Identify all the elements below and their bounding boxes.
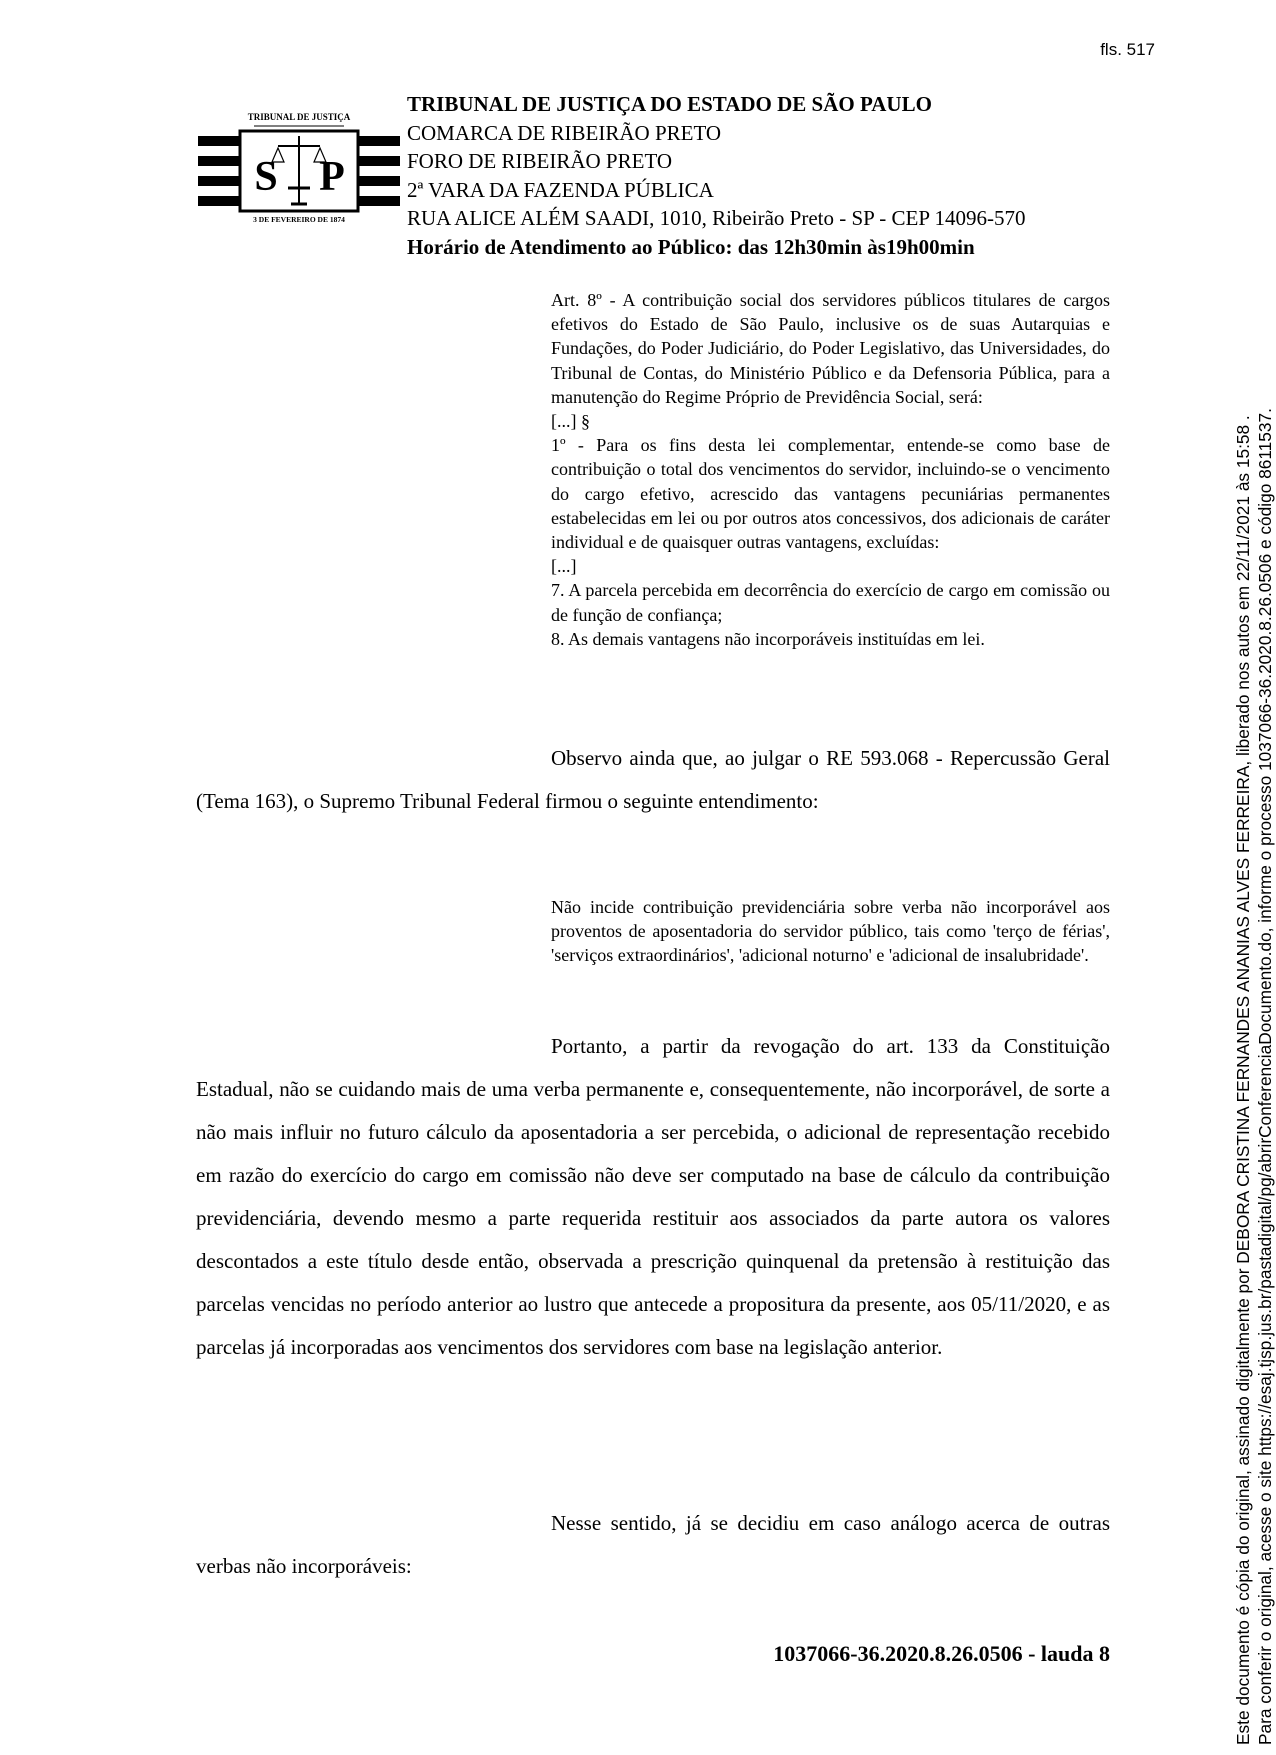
- quote-line: Art. 8º - A contribuição social dos servidores públicos titulares de cargos efetivos do Estado de São Paulo, inclusive os de suas Autarquias e Fundações, do Poder Judiciário, do Poder Legislativo, das Universidades, do Tribunal de Contas, do Ministério Público e da Defensoria Pública, para a manutenção do Regime Próprio de Previdência Social, será:: [551, 290, 1110, 407]
- paragraph-analogous-case: [196, 1502, 1110, 1588]
- paragraph-text: Observo ainda que, ao julgar o RE 593.068 - Repercussão Geral (Tema 163), o Supremo Tribunal Federal firmou o seguinte entendimento:: [196, 746, 1110, 813]
- quote-line: 7. A parcela percebida em decorrência do exercício de cargo em comissão ou de função de confiança;: [551, 580, 1110, 625]
- court-name: TRIBUNAL DE JUSTIÇA DO ESTADO DE SÃO PAULO: [407, 92, 932, 116]
- legal-quote-tema163: [551, 895, 1110, 968]
- service-hours: Horário de Atendimento ao Público: das 12h30min às19h00min: [407, 234, 975, 259]
- signature-line: Este documento é cópia do original, assinado digitalmente por DEBORA CRISTINA FERNANDES ANANIAS ALVES FERREIRA, liberado nos autos em 22/11/2021 às 15:58 .: [1233, 415, 1253, 1745]
- paragraph-conclusion: [196, 1025, 1110, 1369]
- logo-top-text: TRIBUNAL DE JUSTIÇA: [247, 112, 351, 122]
- tjsp-logo: [196, 76, 402, 231]
- quote-line: 8. As demais vantagens não incorporáveis instituídas em lei.: [551, 628, 985, 649]
- paragraph-re-593068: [196, 737, 1110, 823]
- vara: 2ª VARA DA FAZENDA PÚBLICA: [407, 177, 714, 202]
- paragraph-text: Portanto, a partir da revogação do art. 133 da Constituição Estadual, não se cuidando mais de uma verba permanente e, consequentemente, não incorporável, de sorte a não mais influir no futuro cálculo da aposentadoria a ser percebida, o adicional de representação recebido em razão do exercício do cargo em comissão não deve ser computado na base de cálculo da contribuição previdenciária, devendo mesmo a parte requerida restituir aos associados da parte autora os valores descontados a este título desde então, observada a prescrição quinquenal da pretensão à restituição das parcelas vencidas no período anterior ao lustro que antecede a propositura da presente, aos 05/11/2020, e as parcelas já incorporadas aos vencimentos dos servidores com base na legislação anterior.: [196, 1034, 1110, 1359]
- logo-letter-p: P: [319, 154, 345, 200]
- digital-signature-note: [1232, 5, 1276, 1745]
- logo-letter-s: S: [254, 154, 278, 200]
- legal-quote-art8: [551, 288, 1110, 651]
- court-header: [407, 90, 1026, 261]
- process-reference: 1037066-36.2020.8.26.0506 - lauda 8: [773, 1641, 1110, 1666]
- foro: FORO DE RIBEIRÃO PRETO: [407, 149, 673, 173]
- logo-bottom-text: 3 DE FEVEREIRO DE 1874: [253, 215, 345, 224]
- verification-line: Para conferir o original, acesse o site https://esaj.tjsp.jus.br/pastadigital/pg/abrirConferenciaDocumento.do, informe o processo 1037066-36.2020.8.26.0506 e código 8611537.: [1255, 408, 1275, 1745]
- quote-line: 1º - Para os fins desta lei complementar, entende-se como base de contribuição o total dos vencimentos do servidor, incluindo-se o vencimento do cargo efetivo, acrescido das vantagens pecuniárias permanentes estabelecidas em lei ou por outros atos concessivos, dos adicionais de caráter individual e de quaisquer outras vantagens, excluídas:: [551, 435, 1110, 553]
- court-address: RUA ALICE ALÉM SAADI, 1010, Ribeirão Preto - SP - CEP 14096-570: [407, 206, 1026, 230]
- paragraph-text: Nesse sentido, já se decidiu em caso análogo acerca de outras verbas não incorporáveis:: [196, 1511, 1110, 1578]
- quote-text: Não incide contribuição previdenciária sobre verba não incorporável aos proventos de aposentadoria do servidor público, tais como 'terço de férias', 'serviços extraordinários', 'adicional noturno' e 'adicional de insalubridade'.: [551, 897, 1110, 966]
- quote-line: [...] §: [551, 411, 590, 432]
- quote-line: [...]: [551, 556, 577, 577]
- page-number: fls. 517: [1100, 40, 1155, 59]
- comarca: COMARCA DE RIBEIRÃO PRETO: [407, 120, 722, 145]
